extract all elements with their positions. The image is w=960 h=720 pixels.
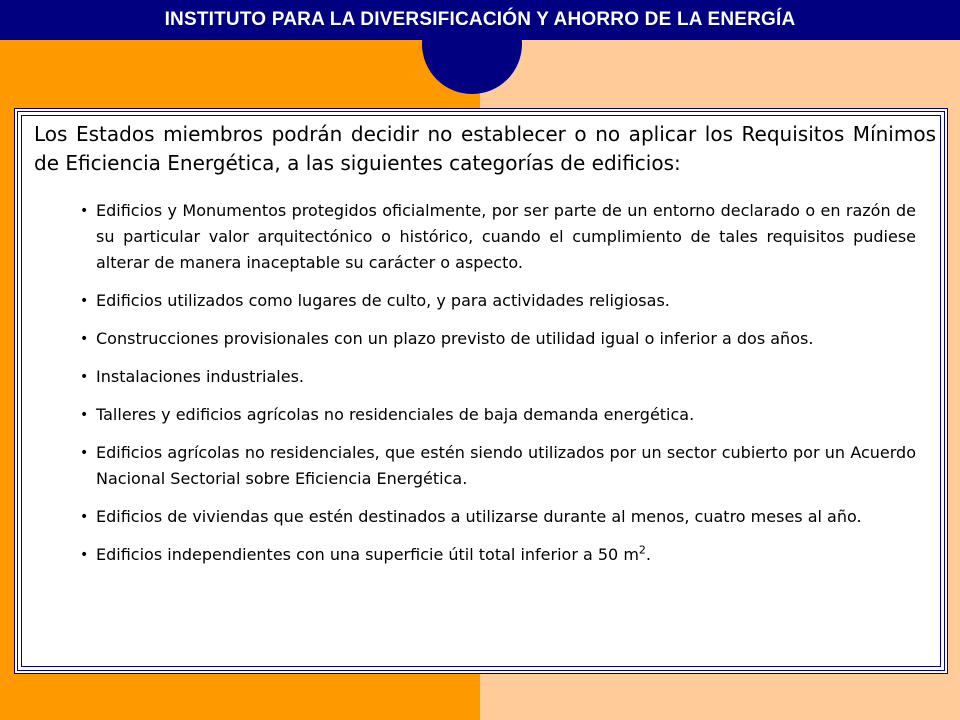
intro-paragraph: Los Estados miembros podrán decidir no establecer o no aplicar los Requisitos Mínimos de Eficiencia Energética, a las siguientes categorías de edificios: [34, 122, 936, 175]
list-item [80, 288, 916, 314]
header-title: INSTITUTO PARA LA DIVERSIFICACIÓN Y AHORRO DE LA ENERGÍA [0, 0, 960, 40]
list-item [80, 504, 916, 530]
bullet-icon: • [80, 445, 89, 461]
superscript: 2 [638, 543, 646, 557]
bullet-icon: • [80, 369, 89, 385]
list-item-text: Edificios independientes con una superficie útil total inferior a 50 m [96, 545, 639, 564]
list-item-text: Edificios de viviendas que estén destinados a utilizarse durante al menos, cuatro meses al año. [96, 507, 862, 526]
bullet-icon: • [80, 203, 89, 219]
list-item [80, 326, 916, 352]
exemption-list [80, 198, 916, 580]
list-item-text: Edificios agrícolas no residenciales, que estén siendo utilizados por un sector cubierto por un Acuerdo Nacional Sectorial sobre Eficiencia Energética. [96, 443, 916, 488]
list-item-text: Talleres y edificios agrícolas no residenciales de baja demanda energética. [96, 405, 695, 424]
list-item [80, 542, 916, 568]
list-item-text: Instalaciones industriales. [96, 367, 304, 386]
content-panel [14, 108, 948, 674]
list-item-text: Edificios y Monumentos protegidos oficialmente, por ser parte de un entorno declarado o en razón de su particular valor arquitectónico o histórico, cuando el cumplimiento de tales requisitos pudiese alterar de manera inaceptable su carácter o aspecto. [96, 201, 916, 272]
bullet-icon: • [80, 331, 89, 347]
list-item [80, 198, 916, 276]
bullet-icon: • [80, 293, 89, 309]
list-item-suffix: . [645, 545, 651, 564]
bullet-icon: • [80, 407, 89, 423]
list-item [80, 440, 916, 492]
list-item-text: Edificios utilizados como lugares de culto, y para actividades religiosas. [96, 291, 670, 310]
list-item-text: Construcciones provisionales con un plazo previsto de utilidad igual o inferior a dos años. [96, 329, 814, 348]
list-item [80, 364, 916, 390]
list-item [80, 402, 916, 428]
bullet-icon: • [80, 509, 89, 525]
bullet-icon: • [80, 547, 89, 563]
